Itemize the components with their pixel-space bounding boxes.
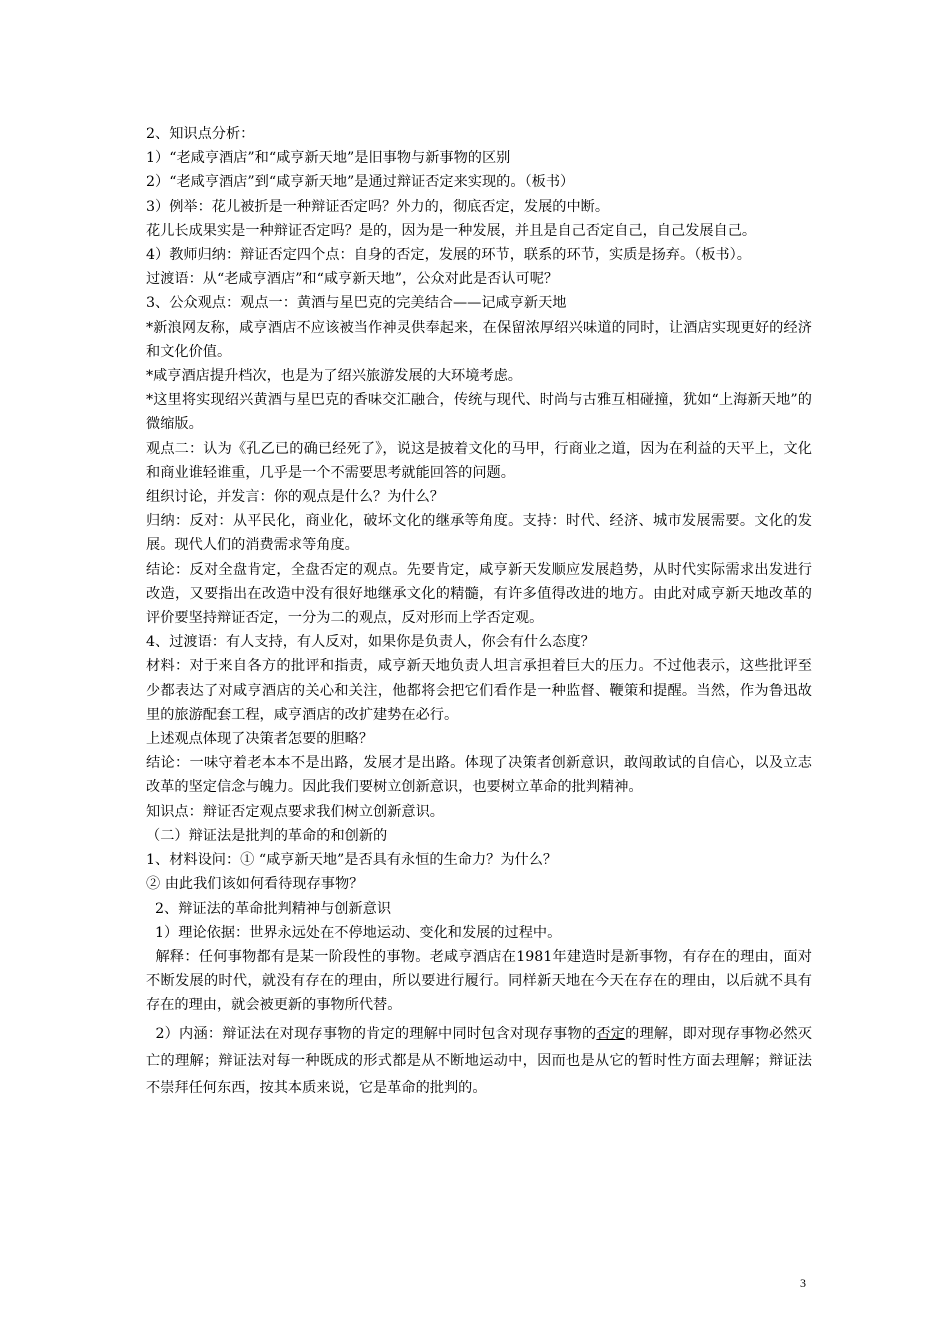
- explanation: 解释：任何事物都有是某一阶段性的事物。老咸亨酒店在1981年建造时是新事物，有存在的理由，面对不断发展的时代，就没有存在的理由，所以要进行履行。同样新天地在今天在存在的理由，以后就不具有存在的理由，就会被更新的事物所代替。: [146, 948, 812, 1014]
- summary: 归纳：反对：从平民化，商业化，破坏文化的继承等角度。支持：时代、经济、城市发展需要。文化的发展。现代人们的消费需求等角度。: [146, 513, 812, 554]
- point-3-example-cont: 花儿长成果实是一种辩证否定吗？是的，因为是一种发展，并且是自己否定自己，自己发展自己。: [146, 222, 757, 239]
- connotation-text-start: 2）内涵：辩证法在对现存事物的肯定的理解中同时包含对现存事物的: [146, 1025, 597, 1042]
- transition-1: 过渡语：从“老咸亨酒店”和“咸亨新天地”，公众对此是否认可呢？: [146, 271, 559, 288]
- knowledge-point: 知识点：辩证否定观点要求我们树立创新意识。: [146, 803, 444, 820]
- connotation-text-end: 的理解，即对现存事物必然灭亡的理解；辩证法对每一种既成的形式都是从不断地运动中，因而也是从它的暂时性方面去理解；辩证法不崇拜任何东西，按其本质来说，它是革命的批判的。: [146, 1025, 812, 1096]
- material-question-1: 1、材料设问：① “咸亨新天地”是否具有永恒的生命力？为什么？: [146, 852, 558, 869]
- point-2: 2）“老咸亨酒店”到“咸亨新天地”是通过辩证否定来实现的。（板书）: [146, 174, 575, 191]
- document-body: [146, 122, 812, 1102]
- connotation-underlined-word: 否定: [596, 1025, 626, 1042]
- theory-basis: 1）理论依据：世界永远处在不停地运动、变化和发展的过程中。: [146, 924, 562, 941]
- page-number: 3: [800, 1276, 806, 1290]
- view-2: 观点二：认为《孔乙已的确已经死了》，说这是披着文化的马甲，行商业之道，因为在利益的天平上，文化和商业谁轻谁重，几乎是一个不需要思考就能回答的问题。: [146, 440, 812, 481]
- question: 上述观点体现了决策者怎要的胆略？: [146, 731, 374, 748]
- public-view-heading: 3、公众观点：观点一：黄酒与星巴克的完美结合——记咸亨新天地: [146, 295, 567, 312]
- view-1-item-3: *这里将实现绍兴黄酒与星巴克的香味交汇融合，传统与现代、时尚与古雅互相碰撞，犹如“上海新天地”的微缩版。: [146, 392, 812, 433]
- point-1: 1）“老咸亨酒店”和“咸亨新天地”是旧事物与新事物的区别: [146, 150, 511, 167]
- section-heading-analysis: 2、知识点分析：: [146, 126, 255, 142]
- view-1-item-2: *咸亨酒店提升档次，也是为了绍兴旅游发展的大环境考虑。: [146, 368, 522, 385]
- point-4-summary: 4）教师归纳：辩证否定四个点：自身的否定，发展的环节，联系的环节，实质是扬弃。（板书）。: [146, 247, 751, 264]
- discussion-prompt: 组织讨论，并发言：你的观点是什么？为什么？: [146, 489, 444, 506]
- material-question-2: ② 由此我们该如何看待现存事物？: [146, 876, 364, 893]
- conclusion-1: 结论：反对全盘肯定，全盘否定的观点。先要肯定，咸亨新天发顺应发展趋势，从时代实际需求出发进行改造，又要指出在改造中没有很好地继承文化的精髓，有许多值得改进的地方。由此对咸亨新天地改革的评价要坚持辩证否定，一分为二的观点，反对形而上学否定观。: [146, 561, 812, 627]
- point-3-example: 3）例举：花儿被折是一种辩证否定吗？外力的，彻底否定，发展的中断。: [146, 198, 610, 215]
- view-1-item-1: *新浪网友称，咸亨酒店不应该被当作神灵供奉起来，在保留浓厚绍兴味道的同时，让酒店实现更好的经济和文化价值。: [146, 319, 812, 360]
- revolutionary-spirit-heading: 2、辩证法的革命批判精神与创新意识: [146, 900, 392, 917]
- material: 材料：对于来自各方的批评和指责，咸亨新天地负责人坦言承担着巨大的压力。不过他表示，这些批评至少都表达了对咸亨酒店的关心和关注，他都将会把它们看作是一种监督、鞭策和提醒。当然，作为鲁迅故里的旅游配套工程，咸亨酒店的改扩建势在必行。: [146, 658, 812, 723]
- subsection-heading: （二）辩证法是批判的革命的和创新的: [146, 827, 388, 844]
- connotation: [146, 1021, 812, 1102]
- conclusion-2: 结论：一味守着老本本不是出路，发展才是出路。体现了决策者创新意识，敢闯敢试的自信心，以及立志改革的坚定信念与魄力。因此我们要树立创新意识，也要树立革命的批判精神。: [146, 755, 812, 796]
- transition-2: 4、过渡语：有人支持，有人反对，如果你是负责人，你会有什么态度？: [146, 634, 595, 651]
